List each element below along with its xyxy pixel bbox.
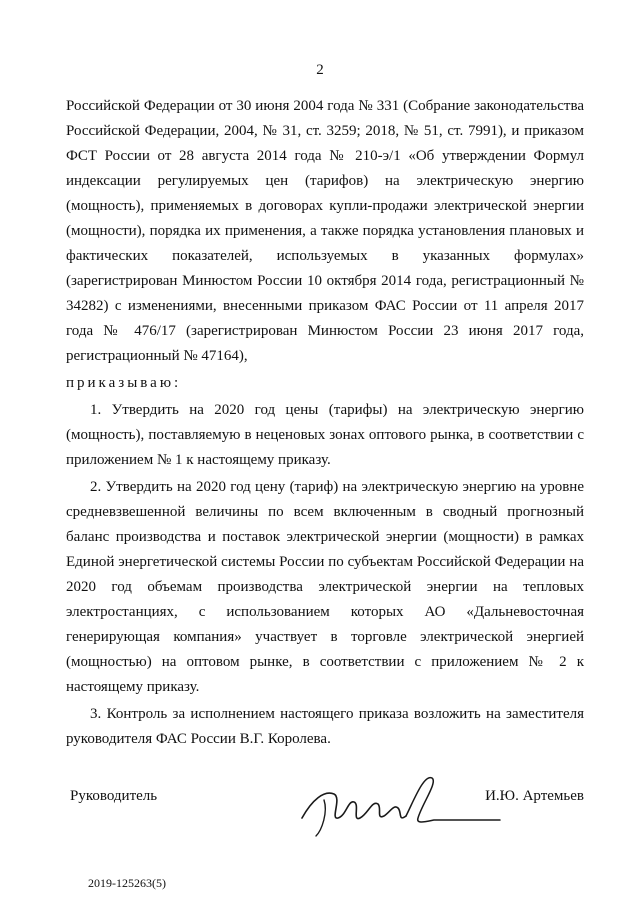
- order-item-1: 1. Утвердить на 2020 год цены (тарифы) на электрическую энергию (мощность), поставляемую в неценовых зонах оптового рынка, в соответствии с приложением № 1 к настоящему приказу.: [66, 402, 584, 468]
- order-item-3: 3. Контроль за исполнением настоящего приказа возложить на заместителя руководителя ФАС России В.Г. Королева.: [66, 706, 584, 747]
- intro-paragraph: Российской Федерации от 30 июня 2004 года № 331 (Собрание законодательства Российской Федерации, 2004, № 31, ст. 3259; 2018, № 51, ст. 7991), и приказом ФСТ России от 28 августа 2014 года № 210-э/1 «Об утверждении Формул индексации регулируемых цен (тарифов) на электрическую энергию (мощность), применяемых в договорах купли-продажи электрической энергии (мощности), порядка их применения, а также порядка установления плановых и фактических показателей, используемых в указанных формулах» (зарегистрирован Минюстом России 10 октября 2014 года, регистрационный № 34282) с изменениями, внесенными приказом ФАС России от 11 апреля 2017 года № 476/17 (зарегистрирован Минюстом России 23 июня 2017 года, регистрационный № 47164),: [66, 98, 584, 364]
- signature-block: [66, 760, 584, 840]
- handwritten-signature: [294, 760, 504, 840]
- page-number: 2: [316, 62, 324, 78]
- document-body: [66, 94, 584, 752]
- order-word: приказываю:: [66, 375, 182, 391]
- signatory-name: И.Ю. Артемьев: [485, 788, 584, 804]
- document-code: 2019-125263(5): [88, 876, 166, 890]
- signatory-role: Руководитель: [70, 788, 158, 804]
- order-item-2: 2. Утвердить на 2020 год цену (тариф) на электрическую энергию на уровне средневзвешенной величины по всем включенным в сводный прогнозный баланс производства и поставок электрической энергии (мощности) в рамках Единой энергетической системы России по субъектам Российской Федерации на 2020 год объемам производства электрической энергии на тепловых электростанциях, с использованием которых АО «Дальневосточная генерирующая компания» участвует в торговле электрической энергией (мощностью) на оптовом рынке, в соответствии с приложением № 2 к настоящему приказу.: [66, 479, 584, 695]
